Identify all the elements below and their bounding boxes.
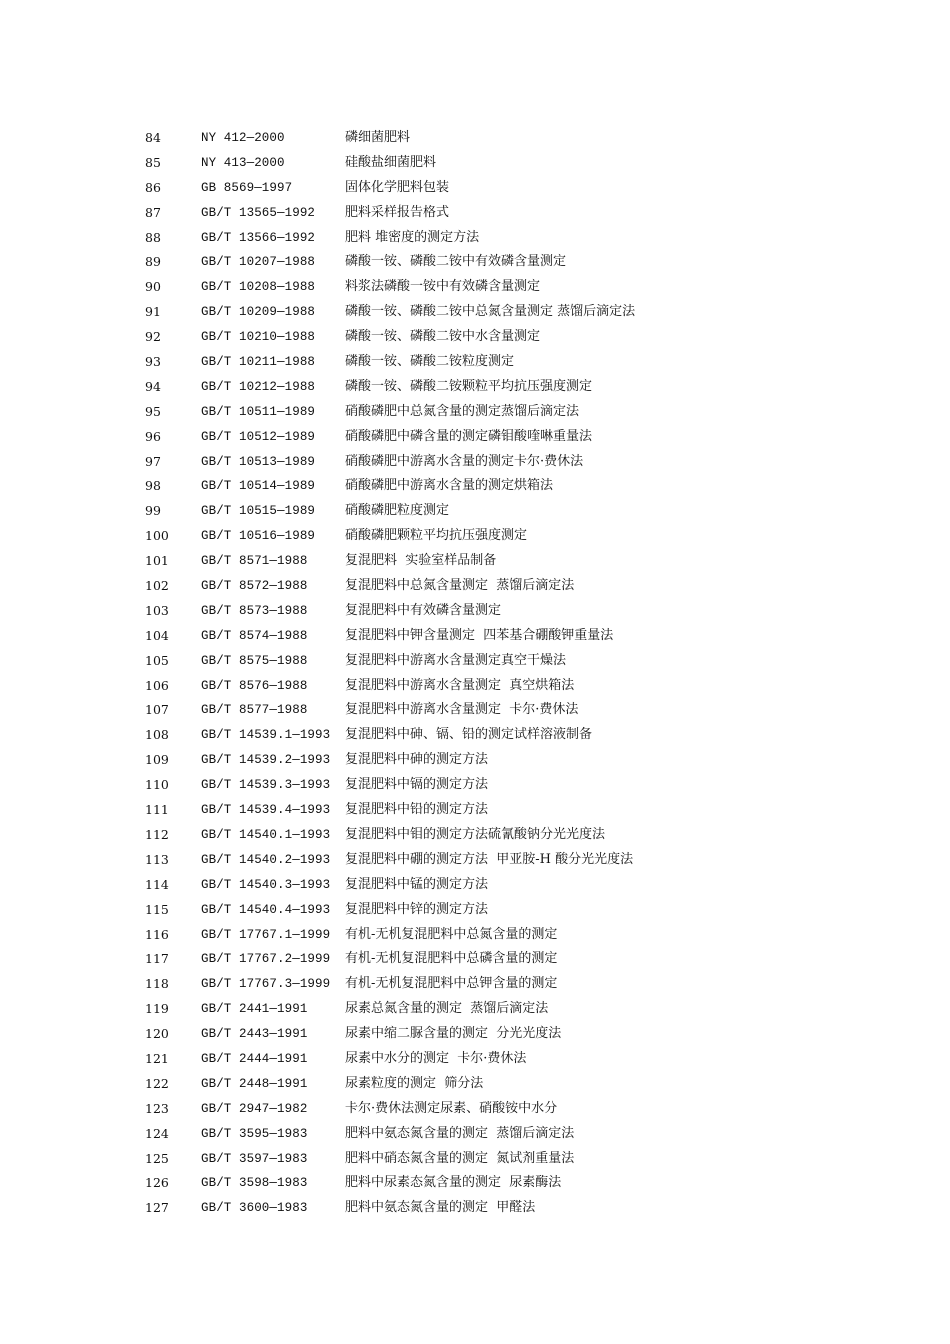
standard-code: NY 413—2000 <box>201 155 285 170</box>
standard-code: GB 8569—1997 <box>201 180 293 195</box>
standard-code: GB/T 14539.4—1993 <box>201 803 331 818</box>
standard-title: 硅酸盐细菌肥料 <box>345 154 437 170</box>
standard-code: NY 412—2000 <box>201 131 285 145</box>
list-item <box>0 400 950 425</box>
item-number: 124 <box>145 1125 169 1141</box>
item-number: 120 <box>145 1026 169 1042</box>
list-item <box>0 698 950 723</box>
standard-code: GB/T 3600—1983 <box>201 1201 308 1216</box>
item-number: 119 <box>145 1001 169 1017</box>
item-number: 112 <box>145 826 169 842</box>
standard-title: 硝酸磷肥粒度测定 <box>345 503 450 519</box>
item-number: 116 <box>145 926 169 942</box>
standard-code: GB/T 14540.4—1993 <box>201 902 331 917</box>
item-number: 92 <box>145 329 161 345</box>
item-number: 115 <box>145 901 169 917</box>
item-number: 110 <box>145 777 169 793</box>
list-item <box>0 873 950 898</box>
item-number: 88 <box>145 229 161 245</box>
standard-code: GB/T 10512—1989 <box>201 429 316 444</box>
standard-title: 硝酸磷肥颗粒平均抗压强度测定 <box>345 528 528 544</box>
standard-code: GB/T 8571—1988 <box>201 554 308 569</box>
list-item <box>0 748 950 773</box>
item-number: 123 <box>145 1100 169 1116</box>
standard-title: 卡尔·费休法测定尿素、硝酸铵中水分 <box>345 1100 558 1116</box>
standard-code: GB/T 10211—1988 <box>201 355 316 370</box>
standard-code: GB/T 2441—1991 <box>201 1002 308 1017</box>
standard-code: GB/T 14539.2—1993 <box>201 753 331 768</box>
standard-title: 肥料中硝态氮含量的测定 氮试剂重量法 <box>345 1150 575 1166</box>
item-number: 106 <box>145 677 169 693</box>
list-item <box>0 773 950 798</box>
standard-title: 复混肥料中镉的测定方法 <box>345 777 489 793</box>
standard-title: 尿素中缩二脲含量的测定 分光光度法 <box>345 1026 562 1042</box>
standard-title: 复混肥料中砷的测定方法 <box>345 752 489 768</box>
standard-title: 复混肥料中硼的测定方法 甲亚胺-H 酸分光光度法 <box>345 851 634 867</box>
list-item <box>0 350 950 375</box>
list-item <box>0 375 950 400</box>
standard-code: GB/T 10210—1988 <box>201 330 316 345</box>
standard-code: GB/T 8576—1988 <box>201 678 308 693</box>
list-item <box>0 226 950 251</box>
item-number: 125 <box>145 1150 169 1166</box>
item-number: 108 <box>145 727 169 743</box>
list-item <box>0 972 950 997</box>
list-item <box>0 1047 950 1072</box>
item-number: 84 <box>145 130 161 145</box>
standard-title: 尿素中水分的测定 卡尔·费休法 <box>345 1050 527 1066</box>
standard-code: GB/T 14539.3—1993 <box>201 778 331 793</box>
list-item <box>0 1196 950 1221</box>
standard-title: 磷细菌肥料 <box>345 130 411 145</box>
item-number: 122 <box>145 1075 169 1091</box>
standard-title: 固体化学肥料包装 <box>345 179 450 195</box>
standard-title: 尿素粒度的测定 筛分法 <box>345 1075 484 1091</box>
item-number: 127 <box>145 1200 169 1216</box>
item-number: 104 <box>145 627 169 643</box>
standard-title: 复混肥料中游离水含量测定 真空烘箱法 <box>345 677 575 693</box>
list-item <box>0 823 950 848</box>
standard-code: GB/T 10511—1989 <box>201 404 316 419</box>
item-number: 121 <box>145 1050 169 1066</box>
item-number: 117 <box>145 951 169 967</box>
item-number: 91 <box>145 304 161 320</box>
list-item <box>0 798 950 823</box>
item-number: 102 <box>145 578 169 594</box>
standard-code: GB/T 14540.3—1993 <box>201 877 331 892</box>
standard-title: 复混肥料中游离水含量测定真空干燥法 <box>345 652 567 668</box>
list-item <box>0 549 950 574</box>
list-item <box>0 997 950 1022</box>
standard-title: 有机-无机复混肥料中总钾含量的测定 <box>345 976 558 992</box>
item-number: 89 <box>145 254 161 270</box>
item-number: 109 <box>145 752 169 768</box>
list-item <box>0 674 950 699</box>
item-number: 101 <box>145 553 169 569</box>
list-item <box>0 474 950 499</box>
list-item <box>0 624 950 649</box>
item-number: 111 <box>145 802 169 818</box>
list-item <box>0 1097 950 1122</box>
item-number: 96 <box>145 428 161 444</box>
standard-title: 硝酸磷肥中游离水含量的测定烘箱法 <box>345 478 554 494</box>
standard-code: GB/T 8573—1988 <box>201 603 308 618</box>
list-item <box>0 848 950 873</box>
standard-title: 硝酸磷肥中游离水含量的测定卡尔·费休法 <box>345 453 584 469</box>
standard-code: GB/T 8577—1988 <box>201 703 308 718</box>
item-number: 103 <box>145 602 169 618</box>
list-item <box>0 649 950 674</box>
list-item <box>0 176 950 201</box>
list-item <box>0 599 950 624</box>
standard-code: GB/T 17767.3—1999 <box>201 977 331 992</box>
standard-code: GB/T 10513—1989 <box>201 454 316 469</box>
standard-title: 复混肥料中锌的测定方法 <box>345 901 489 917</box>
standard-code: GB/T 3598—1983 <box>201 1176 308 1191</box>
list-item <box>0 898 950 923</box>
standard-title: 料浆法磷酸一铵中有效磷含量测定 <box>345 279 541 295</box>
standard-code: GB/T 3597—1983 <box>201 1151 308 1166</box>
item-number: 114 <box>145 876 169 892</box>
list-item <box>0 151 950 176</box>
standard-title: 肥料中氨态氮含量的测定 甲醛法 <box>345 1200 536 1216</box>
item-number: 107 <box>145 702 169 718</box>
standard-code: GB/T 2448—1991 <box>201 1076 308 1091</box>
item-number: 94 <box>145 378 161 394</box>
standard-code: GB/T 14540.2—1993 <box>201 852 331 867</box>
item-number: 90 <box>145 279 161 295</box>
standard-title: 有机-无机复混肥料中总氮含量的测定 <box>345 926 558 942</box>
standard-code: GB/T 8575—1988 <box>201 653 308 668</box>
standard-title: 硝酸磷肥中磷含量的测定磷钼酸喹啉重量法 <box>345 428 593 444</box>
standard-code: GB/T 14539.1—1993 <box>201 728 331 743</box>
standard-code: GB/T 10514—1989 <box>201 479 316 494</box>
standard-code: GB/T 13565—1992 <box>201 205 316 220</box>
list-item <box>0 1072 950 1097</box>
item-number: 113 <box>145 851 169 867</box>
standard-title: 复混肥料 实验室样品制备 <box>345 553 497 569</box>
item-number: 126 <box>145 1175 169 1191</box>
list-item <box>0 1122 950 1147</box>
standard-title: 复混肥料中锰的测定方法 <box>345 876 489 892</box>
list-item <box>0 574 950 599</box>
standard-code: GB/T 3595—1983 <box>201 1126 308 1141</box>
standard-title: 磷酸一铵、磷酸二铵中有效磷含量测定 <box>345 254 567 270</box>
standard-title: 复混肥料中砷、镉、铅的测定试样溶液制备 <box>345 727 593 743</box>
list-item <box>0 325 950 350</box>
standard-code: GB/T 10209—1988 <box>201 305 316 320</box>
list-item <box>0 126 950 151</box>
standard-code: GB/T 2947—1982 <box>201 1101 308 1116</box>
item-number: 105 <box>145 652 169 668</box>
standard-title: 硝酸磷肥中总氮含量的测定蒸馏后滴定法 <box>345 403 580 419</box>
item-number: 100 <box>145 528 169 544</box>
standard-code: GB/T 10515—1989 <box>201 504 316 519</box>
standard-title: 磷酸一铵、磷酸二铵中水含量测定 <box>345 329 541 345</box>
standard-title: 肥料采样报告格式 <box>345 204 450 220</box>
standard-code: GB/T 10212—1988 <box>201 379 316 394</box>
standard-title: 肥料 堆密度的测定方法 <box>345 229 480 245</box>
standard-title: 尿素总氮含量的测定 蒸馏后滴定法 <box>345 1001 549 1017</box>
list-item <box>0 300 950 325</box>
item-number: 98 <box>145 478 161 494</box>
item-number: 93 <box>145 354 161 370</box>
standard-code: GB/T 10208—1988 <box>201 280 316 295</box>
standard-code: GB/T 2443—1991 <box>201 1027 308 1042</box>
standard-code: GB/T 10207—1988 <box>201 255 316 270</box>
list-item <box>0 275 950 300</box>
item-number: 85 <box>145 154 161 170</box>
standard-title: 肥料中尿素态氮含量的测定 尿素酶法 <box>345 1175 562 1191</box>
standard-title: 复混肥料中有效磷含量测定 <box>345 602 502 618</box>
item-number: 86 <box>145 179 161 195</box>
list-item <box>0 499 950 524</box>
list-item <box>0 923 950 948</box>
list-item <box>0 524 950 549</box>
standard-title: 复混肥料中铅的测定方法 <box>345 802 489 818</box>
standard-code: GB/T 10516—1989 <box>201 529 316 544</box>
standard-title: 磷酸一铵、磷酸二铵粒度测定 <box>345 354 515 370</box>
standard-code: GB/T 14540.1—1993 <box>201 827 331 842</box>
item-number: 99 <box>145 503 161 519</box>
standard-title: 肥料中氨态氮含量的测定 蒸馏后滴定法 <box>345 1125 575 1141</box>
list-item <box>0 1022 950 1047</box>
list-item <box>0 947 950 972</box>
list-item <box>0 1171 950 1196</box>
standard-title: 磷酸一铵、磷酸二铵中总氮含量测定 蒸馏后滴定法 <box>345 304 636 320</box>
list-item <box>0 450 950 475</box>
item-number: 97 <box>145 453 161 469</box>
list-item <box>0 425 950 450</box>
standard-code: GB/T 13566—1992 <box>201 230 316 245</box>
list-item <box>0 201 950 226</box>
standard-title: 复混肥料中游离水含量测定 卡尔·费休法 <box>345 702 579 718</box>
item-number: 118 <box>145 976 169 992</box>
item-number: 87 <box>145 204 161 220</box>
standard-code: GB/T 8572—1988 <box>201 579 308 594</box>
standard-code: GB/T 17767.2—1999 <box>201 952 331 967</box>
list-item <box>0 1147 950 1172</box>
standard-title: 复混肥料中钾含量测定 四苯基合硼酸钾重量法 <box>345 627 614 643</box>
list-item <box>0 723 950 748</box>
standard-title: 复混肥料中钼的测定方法硫氰酸钠分光光度法 <box>345 826 606 842</box>
item-number: 95 <box>145 403 161 419</box>
list-item <box>0 250 950 275</box>
standard-code: GB/T 8574—1988 <box>201 628 308 643</box>
standard-title: 磷酸一铵、磷酸二铵颗粒平均抗压强度测定 <box>345 378 593 394</box>
standard-code: GB/T 17767.1—1999 <box>201 927 331 942</box>
standard-title: 复混肥料中总氮含量测定 蒸馏后滴定法 <box>345 578 575 594</box>
standard-title: 有机-无机复混肥料中总磷含量的测定 <box>345 951 558 967</box>
standards-list <box>0 126 950 1221</box>
standard-code: GB/T 2444—1991 <box>201 1051 308 1066</box>
